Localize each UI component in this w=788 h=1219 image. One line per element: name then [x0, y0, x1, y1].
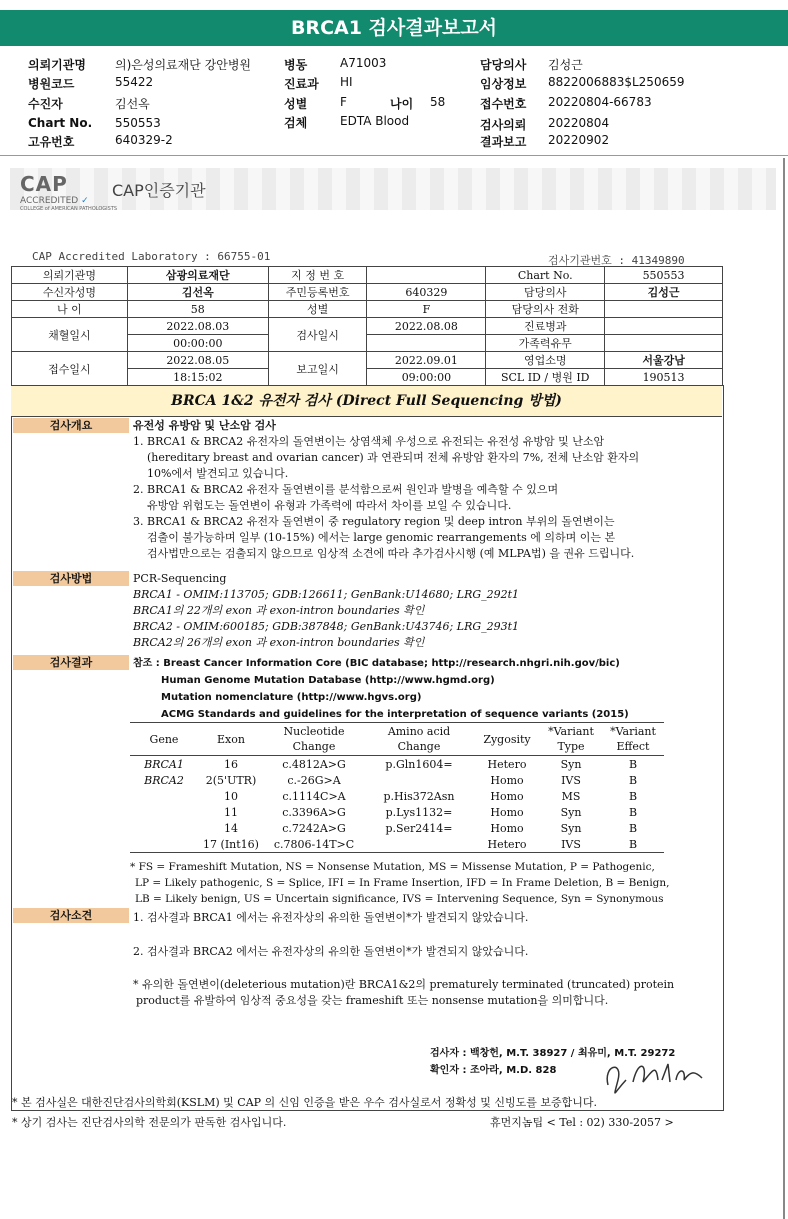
- header-value: HI: [340, 75, 353, 89]
- variant-exon: 14: [224, 821, 238, 835]
- patient-info-table: [11, 266, 723, 386]
- variant-nucleotide: c.7242A>G: [282, 821, 346, 835]
- info-label: 지 정 번 호: [268, 267, 367, 284]
- variant-nucleotide: c.7806-14T>C: [264, 836, 364, 853]
- section-label-overview: 검사개요: [13, 418, 129, 433]
- opinion-line: 2. 검사결과 BRCA2 에서는 유전자상의 유의한 돌연변이*가 발견되지 않았습니다.: [133, 945, 529, 958]
- variant-header: [364, 723, 474, 756]
- info-label: 영업소명: [486, 352, 605, 369]
- variant-row: [130, 804, 664, 820]
- overview-line: (hereditary breast and ovarian cancer) 과 연관되며 전체 유방암 환자의 7%, 전체 난소암 환자의: [147, 451, 640, 464]
- variant-amino-acid: p.Ser2414=: [385, 821, 453, 835]
- variant-zygosity: Homo: [490, 773, 524, 787]
- section-label-method: 검사방법: [13, 571, 129, 586]
- legend-line: LP = Likely pathogenic, S = Splice, IFI = In Frame Insertion, IFD = In Frame Deletion, B = Benign,: [135, 877, 670, 889]
- variant-header-line: Effect: [616, 740, 650, 753]
- variant-amino-acid: [364, 836, 474, 853]
- info-value: 서울강남: [605, 352, 723, 369]
- variant-type: IVS: [561, 773, 581, 787]
- header-label: 진료과: [284, 77, 319, 91]
- header-label: 수진자: [28, 97, 63, 111]
- variant-zygosity: Homo: [490, 805, 524, 819]
- info-value: 2022.08.03: [127, 318, 268, 335]
- reference-line: Human Genome Mutation Database (http://www.hgmd.org): [161, 675, 495, 686]
- header-label: 나이: [390, 97, 414, 111]
- variant-zygosity: Hetero: [487, 757, 527, 771]
- cap-college-text: COLLEGE of AMERICAN PATHOLOGISTS: [20, 206, 118, 212]
- cap-accredited-text: ACCREDITED: [20, 196, 79, 206]
- info-label: Chart No.: [486, 267, 605, 284]
- header-value: 640329-2: [115, 133, 173, 147]
- signature-scribble: [598, 1050, 708, 1095]
- agency-number: 검사기관번호 : 41349890: [548, 254, 685, 267]
- header-value: 김성근: [548, 58, 583, 72]
- info-label: 채혈일시: [12, 318, 128, 352]
- header-value: 550553: [115, 116, 161, 130]
- variant-effect: B: [602, 836, 664, 853]
- info-value: 58: [127, 301, 268, 318]
- cap-logo: [20, 172, 117, 212]
- info-value: 00:00:00: [127, 335, 268, 352]
- info-value: 190513: [605, 369, 723, 386]
- variant-header-line: Change: [292, 740, 336, 753]
- variant-exon: 11: [224, 805, 238, 819]
- reference-line: ACMG Standards and guidelines for the interpretation of sequence variants (2015): [161, 709, 629, 720]
- variant-zygosity: Homo: [490, 821, 524, 835]
- test-title-text: BRCA 1&2 유전자 검사 (Direct Full Sequencing 방법): [171, 393, 562, 409]
- info-value: 09:00:00: [367, 369, 486, 386]
- section-label-opinion: 검사소견: [13, 908, 129, 923]
- info-value: 김성근: [605, 284, 723, 301]
- header-value: 55422: [115, 75, 154, 89]
- info-value: F: [367, 301, 486, 318]
- signature-image: [598, 1050, 708, 1102]
- legend-line: LB = Likely benign, US = Uncertain significance, IVS = Intervening Sequence, Syn = Synonymous: [135, 893, 664, 905]
- info-label: 진료병과: [486, 318, 605, 335]
- header-label: 담당의사: [480, 58, 527, 72]
- variant-zygosity: Homo: [490, 789, 524, 803]
- variant-header-line: *Variant: [548, 725, 594, 738]
- footer-contact: 휴먼지놈팁 < Tel : 02) 330-2057 >: [490, 1116, 674, 1129]
- header-value: 20220804-66783: [548, 95, 652, 109]
- footer-certification: * 본 검사실은 대한진단검사의학회(KSLM) 및 CAP 의 신임 인증을 받은 우수 검사실로서 정확성 및 신빙도를 보증합니다.: [12, 1096, 598, 1109]
- variant-amino-acid: p.His372Asn: [383, 789, 455, 803]
- variant-header-line: Type: [557, 740, 585, 753]
- variant-row: [130, 820, 664, 836]
- cap-logo-text: CAP: [20, 172, 68, 196]
- footer-note: * 상기 검사는 진단검사의학 전문의가 판독한 검사입니다.: [12, 1116, 287, 1129]
- header-label: 의뢰기관명: [28, 58, 86, 72]
- variant-zygosity: Hetero: [474, 836, 540, 853]
- variant-header: [602, 723, 664, 756]
- header-label: 검사의뢰: [480, 118, 527, 132]
- method-line: BRCA2 - OMIM:600185; GDB:387848; GenBank:U43746; LRG_293t1: [133, 620, 520, 633]
- variant-type: Syn: [560, 821, 582, 835]
- variant-row: [130, 756, 664, 773]
- info-label: 성별: [268, 301, 367, 318]
- variant-effect: B: [628, 757, 638, 771]
- variant-amino-acid: [364, 772, 474, 788]
- overview-line: 검출이 불가능하며 일부 (10-15%) 에서는 large genomic rearrangements 에 의하며 이는 본: [147, 531, 616, 544]
- variant-gene: [130, 836, 198, 853]
- reference-line: 참조 : Breast Cancer Information Core (BIC database; http://research.nhgri.nih.gov/bic): [133, 658, 620, 669]
- info-label: 수신자성명: [12, 284, 128, 301]
- info-value: 김선옥: [127, 284, 268, 301]
- variant-header-line: Amino acid: [387, 725, 451, 738]
- header-value: EDTA Blood: [340, 114, 410, 128]
- variant-gene: [130, 820, 198, 836]
- overview-line: 1. BRCA1 & BRCA2 유전자의 돌연변이는 상염색체 우성으로 유전되는 유전성 유방암 및 난소암: [133, 435, 605, 448]
- method-line: PCR-Sequencing: [133, 572, 227, 585]
- variant-gene: [130, 788, 198, 804]
- legend-line: * FS = Frameshift Mutation, NS = Nonsense Mutation, MS = Missense Mutation, P = Pathogenic,: [130, 861, 655, 873]
- variant-effect: B: [628, 789, 638, 803]
- variant-header-line: Nucleotide: [283, 725, 345, 738]
- section-label-result: 검사결과: [13, 655, 129, 670]
- info-value: [367, 335, 486, 352]
- header-value: A71003: [340, 56, 387, 70]
- variant-effect: B: [628, 773, 638, 787]
- reference-line: Mutation nomenclature (http://www.hgvs.org): [161, 692, 422, 703]
- header-label: 병원코드: [28, 77, 75, 91]
- variant-row: [130, 836, 664, 853]
- info-label: 접수일시: [12, 352, 128, 386]
- variant-effect: B: [628, 805, 638, 819]
- info-value: [367, 267, 486, 284]
- header-label: Chart No.: [28, 116, 93, 130]
- info-value: 640329: [367, 284, 486, 301]
- report-title: BRCA1 검사결과보고서: [0, 10, 788, 46]
- header-label: 검체: [284, 116, 308, 130]
- method-line: BRCA2의 26개의 exon 과 exon-intron boundaries 확인: [133, 636, 425, 649]
- variant-amino-acid: p.Gln1604=: [385, 757, 453, 771]
- info-value: 2022.09.01: [367, 352, 486, 369]
- header-value: 20220804: [548, 116, 610, 130]
- variant-effect: B: [628, 821, 638, 835]
- variant-gene: BRCA1: [144, 757, 184, 771]
- info-value: 550553: [605, 267, 723, 284]
- info-label: 주민등록번호: [268, 284, 367, 301]
- variant-nucleotide: c.-26G>A: [287, 773, 341, 787]
- info-label: 담당의사 전화: [486, 301, 605, 318]
- info-value: [605, 301, 723, 318]
- variant-header: Gene: [130, 723, 198, 756]
- variant-gene: [130, 804, 198, 820]
- variant-exon: 10: [224, 789, 238, 803]
- opinion-line: 1. 검사결과 BRCA1 에서는 유전자상의 유의한 돌연변이*가 발견되지 않았습니다.: [133, 911, 529, 924]
- header-label: 임상정보: [480, 77, 527, 91]
- variant-gene: BRCA2: [144, 773, 184, 787]
- opinion-line: product를 유발하여 임상적 중요성을 갖는 frameshift 또는 nonsense mutation을 의미합니다.: [136, 994, 609, 1007]
- header-value: F: [340, 95, 347, 109]
- variant-type: MS: [561, 789, 581, 803]
- variant-header: [264, 723, 364, 756]
- header-value: 김선옥: [115, 97, 150, 111]
- info-label: 가족력유무: [486, 335, 605, 352]
- test-title: [11, 386, 722, 417]
- header-label: 고유번호: [28, 135, 75, 149]
- info-value: [605, 318, 723, 335]
- variant-header-line: *Variant: [610, 725, 656, 738]
- variant-header-line: Change: [397, 740, 441, 753]
- lab-accreditation: CAP Accredited Laboratory : 66755-01: [32, 250, 271, 263]
- method-line: BRCA1 - OMIM:113705; GDB:126611; GenBank:U14680; LRG_292t1: [133, 588, 520, 601]
- variant-nucleotide: c.4812A>G: [282, 757, 346, 771]
- variant-nucleotide: c.3396A>G: [282, 805, 346, 819]
- info-label: 의뢰기관명: [12, 267, 128, 284]
- info-value: 18:15:02: [127, 369, 268, 386]
- variant-type: Syn: [560, 757, 582, 771]
- info-value: [605, 335, 723, 352]
- overview-line: 검사법만으로는 검출되지 않으므로 임상적 소견에 따라 추가검사시행 (예 MLPA법) 을 권유 드립니다.: [147, 547, 635, 560]
- variant-nucleotide: c.1114C>A: [282, 789, 346, 803]
- page-border: [783, 158, 785, 1219]
- variant-amino-acid: p.Lys1132=: [385, 805, 453, 819]
- info-label: SCL ID / 병원 ID: [486, 369, 605, 386]
- header-label: 성별: [284, 97, 308, 111]
- info-label: 담당의사: [486, 284, 605, 301]
- opinion-line: * 유의한 돌연변이(deleterious mutation)란 BRCA1&2의 prematurely terminated (truncated) protein: [133, 978, 675, 991]
- variant-exon: 17 (Int16): [198, 836, 264, 853]
- info-label: 보고일시: [268, 352, 367, 386]
- header-label: 병동: [284, 58, 308, 72]
- variant-row: [130, 788, 664, 804]
- examiner-line: 검사자 : 백창헌, M.T. 38927 / 최유미, M.T. 29272: [430, 1048, 676, 1059]
- header-value: 58: [430, 95, 446, 109]
- variant-row: [130, 772, 664, 788]
- header-value: 20220902: [548, 133, 610, 147]
- info-label: 나 이: [12, 301, 128, 318]
- header-label: 접수번호: [480, 97, 527, 111]
- confirmer-line: 확인자 : 조아라, M.D. 828: [430, 1065, 557, 1076]
- overview-line: 유방암 위험도는 돌연변이 유형과 가족력에 따라서 차이를 보일 수 있습니다.: [147, 499, 512, 512]
- variant-table: [130, 722, 664, 853]
- overview-line: 10%에서 발견되고 있습니다.: [147, 467, 289, 480]
- header-value: 의)은성의료재단 강안병원: [115, 58, 252, 72]
- check-icon: ✓: [81, 196, 89, 206]
- info-value: 2022.08.05: [127, 352, 268, 369]
- overview-line: 2. BRCA1 & BRCA2 유전자 돌연변이를 분석함으로써 원인과 발병을 예측할 수 있으며: [133, 483, 559, 496]
- variant-exon: 16: [224, 757, 238, 771]
- variant-type: Syn: [560, 805, 582, 819]
- variant-exon: 2(5'UTR): [205, 773, 257, 787]
- info-label: 검사일시: [268, 318, 367, 352]
- info-value: 2022.08.08: [367, 318, 486, 335]
- info-value: 삼광의료재단: [127, 267, 268, 284]
- variant-header: Exon: [198, 723, 264, 756]
- header-label: 결과보고: [480, 135, 527, 149]
- cap-title: CAP인증기관: [112, 181, 206, 200]
- divider: [0, 155, 788, 156]
- header-value: 8822006883$L250659: [548, 75, 685, 89]
- method-line: BRCA1의 22개의 exon 과 exon-intron boundaries 확인: [133, 604, 425, 617]
- variant-type: IVS: [540, 836, 602, 853]
- variant-header: [540, 723, 602, 756]
- overview-line: 3. BRCA1 & BRCA2 유전자 돌연변이 중 regulatory region 및 deep intron 부위의 돌연변이는: [133, 515, 615, 528]
- overview-heading: 유전성 유방암 및 난소암 검사: [133, 419, 276, 432]
- variant-header: Zygosity: [474, 723, 540, 756]
